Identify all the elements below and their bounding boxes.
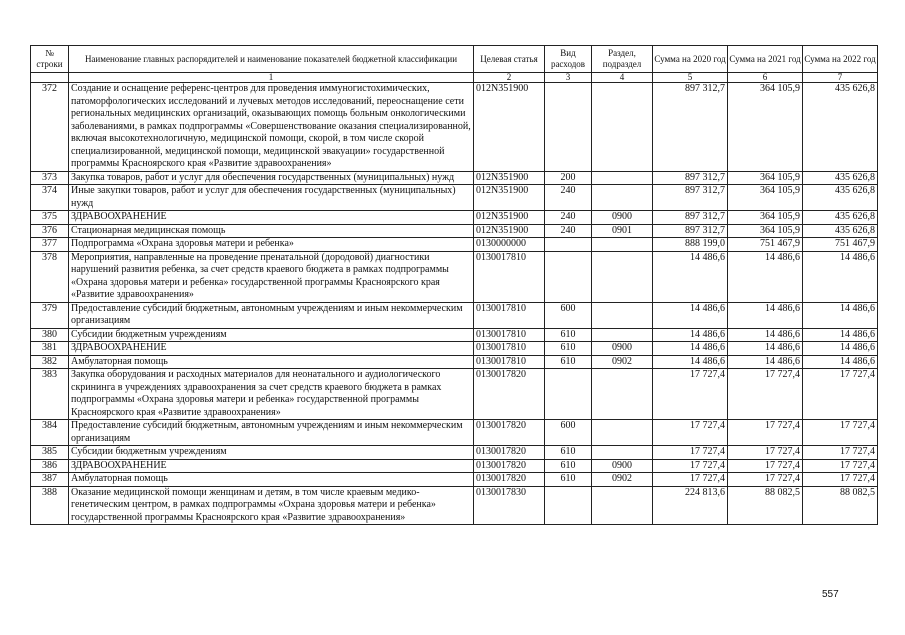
row-name: ЗДРАВООХРАНЕНИЕ <box>69 459 474 473</box>
row-expense-type: 240 <box>545 185 592 211</box>
row-expense-type <box>545 238 592 252</box>
row-expense-type: 610 <box>545 328 592 342</box>
row-name: Субсидии бюджетным учреждениям <box>69 446 474 460</box>
row-number: 388 <box>31 486 69 525</box>
row-sum-2020: 897 312,7 <box>653 211 728 225</box>
row-name: ЗДРАВООХРАНЕНИЕ <box>69 342 474 356</box>
header-expense-type: Вид расходов <box>545 46 592 73</box>
table-row <box>31 171 878 185</box>
row-section <box>592 238 653 252</box>
row-target-article: 0130017810 <box>474 302 545 328</box>
row-section <box>592 486 653 525</box>
row-sum-2020: 14 486,6 <box>653 251 728 302</box>
table-row <box>31 369 878 420</box>
row-target-article: 0130017820 <box>474 420 545 446</box>
row-expense-type: 240 <box>545 211 592 225</box>
header-section: Раздел, подраздел <box>592 46 653 73</box>
row-number: 383 <box>31 369 69 420</box>
row-section <box>592 83 653 172</box>
table-row <box>31 185 878 211</box>
column-number: 1 <box>69 73 474 83</box>
row-sum-2020: 897 312,7 <box>653 224 728 238</box>
row-sum-2022: 14 486,6 <box>803 251 878 302</box>
row-sum-2022: 435 626,8 <box>803 83 878 172</box>
row-target-article: 0130017810 <box>474 355 545 369</box>
row-number: 377 <box>31 238 69 252</box>
row-sum-2022: 14 486,6 <box>803 342 878 356</box>
row-sum-2021: 17 727,4 <box>728 446 803 460</box>
row-sum-2022: 17 727,4 <box>803 420 878 446</box>
row-number: 373 <box>31 171 69 185</box>
column-number: 5 <box>653 73 728 83</box>
row-name: Закупка товаров, работ и услуг для обеспечения государственных (муниципальных) нужд <box>69 171 474 185</box>
row-number: 384 <box>31 420 69 446</box>
row-target-article: 012N351900 <box>474 171 545 185</box>
row-sum-2022: 435 626,8 <box>803 211 878 225</box>
row-name: Иные закупки товаров, работ и услуг для обеспечения государственных (муниципальных) нужд <box>69 185 474 211</box>
table-body <box>31 83 878 525</box>
row-sum-2021: 17 727,4 <box>728 369 803 420</box>
row-sum-2021: 88 082,5 <box>728 486 803 525</box>
table-row <box>31 238 878 252</box>
row-sum-2020: 897 312,7 <box>653 83 728 172</box>
row-target-article: 0130017810 <box>474 251 545 302</box>
row-number: 374 <box>31 185 69 211</box>
row-expense-type <box>545 83 592 172</box>
row-expense-type: 610 <box>545 355 592 369</box>
row-name: Амбулаторная помощь <box>69 355 474 369</box>
row-section <box>592 328 653 342</box>
row-expense-type <box>545 251 592 302</box>
row-sum-2020: 14 486,6 <box>653 342 728 356</box>
header-sum-2020: Сумма на 2020 год <box>653 46 728 73</box>
row-name: Амбулаторная помощь <box>69 473 474 487</box>
table-row <box>31 342 878 356</box>
row-sum-2020: 17 727,4 <box>653 369 728 420</box>
row-section <box>592 369 653 420</box>
row-sum-2021: 17 727,4 <box>728 459 803 473</box>
row-sum-2022: 17 727,4 <box>803 473 878 487</box>
row-sum-2021: 14 486,6 <box>728 355 803 369</box>
row-sum-2022: 17 727,4 <box>803 369 878 420</box>
column-number-blank <box>31 73 69 83</box>
row-number: 381 <box>31 342 69 356</box>
table-row <box>31 355 878 369</box>
row-sum-2022: 88 082,5 <box>803 486 878 525</box>
row-target-article: 0130017820 <box>474 459 545 473</box>
row-target-article: 012N351900 <box>474 185 545 211</box>
row-name: Предоставление субсидий бюджетным, автономным учреждениям и иным некоммерческим организациям <box>69 420 474 446</box>
column-number-row <box>31 73 878 83</box>
row-sum-2021: 17 727,4 <box>728 420 803 446</box>
row-section <box>592 446 653 460</box>
row-sum-2021: 364 105,9 <box>728 211 803 225</box>
row-expense-type <box>545 486 592 525</box>
header-target-article: Целевая статья <box>474 46 545 73</box>
row-sum-2020: 17 727,4 <box>653 473 728 487</box>
row-target-article: 0130017820 <box>474 369 545 420</box>
budget-table <box>30 45 878 525</box>
row-name: ЗДРАВООХРАНЕНИЕ <box>69 211 474 225</box>
column-number: 7 <box>803 73 878 83</box>
row-number: 386 <box>31 459 69 473</box>
row-sum-2022: 435 626,8 <box>803 224 878 238</box>
row-name: Подпрограмма «Охрана здоровья матери и ребенка» <box>69 238 474 252</box>
row-sum-2021: 14 486,6 <box>728 342 803 356</box>
row-sum-2020: 224 813,6 <box>653 486 728 525</box>
row-expense-type: 610 <box>545 459 592 473</box>
row-expense-type: 600 <box>545 420 592 446</box>
row-sum-2022: 435 626,8 <box>803 171 878 185</box>
table-row <box>31 83 878 172</box>
row-number: 380 <box>31 328 69 342</box>
row-sum-2020: 897 312,7 <box>653 171 728 185</box>
row-target-article: 012N351900 <box>474 83 545 172</box>
row-sum-2020: 17 727,4 <box>653 459 728 473</box>
row-sum-2021: 364 105,9 <box>728 185 803 211</box>
header-name: Наименование главных распорядителей и наименование показателей бюджетной классификации <box>69 46 474 73</box>
row-target-article: 0130017810 <box>474 342 545 356</box>
row-sum-2020: 14 486,6 <box>653 302 728 328</box>
row-number: 372 <box>31 83 69 172</box>
row-number: 376 <box>31 224 69 238</box>
row-sum-2022: 14 486,6 <box>803 355 878 369</box>
column-number: 4 <box>592 73 653 83</box>
column-number: 6 <box>728 73 803 83</box>
row-sum-2022: 14 486,6 <box>803 302 878 328</box>
row-section <box>592 171 653 185</box>
column-number: 3 <box>545 73 592 83</box>
row-name: Субсидии бюджетным учреждениям <box>69 328 474 342</box>
row-sum-2020: 14 486,6 <box>653 328 728 342</box>
row-section: 0902 <box>592 473 653 487</box>
row-target-article: 0130000000 <box>474 238 545 252</box>
row-section: 0902 <box>592 355 653 369</box>
row-number: 387 <box>31 473 69 487</box>
table-row <box>31 251 878 302</box>
row-section: 0900 <box>592 342 653 356</box>
table-row <box>31 302 878 328</box>
header-sum-2022: Сумма на 2022 год <box>803 46 878 73</box>
header-row-number: № строки <box>31 46 69 73</box>
row-target-article: 0130017830 <box>474 486 545 525</box>
row-number: 379 <box>31 302 69 328</box>
row-sum-2021: 14 486,6 <box>728 328 803 342</box>
row-sum-2022: 17 727,4 <box>803 446 878 460</box>
row-sum-2020: 888 199,0 <box>653 238 728 252</box>
row-number: 385 <box>31 446 69 460</box>
row-sum-2022: 17 727,4 <box>803 459 878 473</box>
table-row <box>31 224 878 238</box>
row-number: 382 <box>31 355 69 369</box>
row-name: Предоставление субсидий бюджетным, автономным учреждениям и иным некоммерческим организациям <box>69 302 474 328</box>
header-row <box>31 46 878 73</box>
table-row <box>31 473 878 487</box>
table-row <box>31 486 878 525</box>
row-name: Мероприятия, направленные на проведение пренатальной (дородовой) диагностики нарушений развития ребенка, за счет средств краевого бюджета в рамках подпрограммы «Охрана здоровья матери и ребенка» государственной программы Красноярского края «Развитие здравоохранения» <box>69 251 474 302</box>
row-name: Создание и оснащение референс-центров для проведения иммуногистохимических, патоморфологических исследований и лучевых методов исследований, переоснащение сети региональных медицинских организаций, оказывающих помощь больным онкологическими заболеваниями, в рамках подпрограммы «Совершенствование оказания специализированной, включая высокотехнологичную, медицинской помощи, скорой, в том числе скорой специализированной, медицинской помощи, медицинской эвакуации» государственной программы Красноярского края «Развитие здравоохранения» <box>69 83 474 172</box>
table-row <box>31 328 878 342</box>
row-expense-type: 610 <box>545 446 592 460</box>
row-sum-2022: 751 467,9 <box>803 238 878 252</box>
header-sum-2021: Сумма на 2021 год <box>728 46 803 73</box>
row-sum-2020: 897 312,7 <box>653 185 728 211</box>
row-target-article: 0130017820 <box>474 473 545 487</box>
row-sum-2022: 14 486,6 <box>803 328 878 342</box>
row-section <box>592 185 653 211</box>
row-name: Стационарная медицинская помощь <box>69 224 474 238</box>
table-row <box>31 446 878 460</box>
row-sum-2021: 364 105,9 <box>728 83 803 172</box>
row-expense-type: 200 <box>545 171 592 185</box>
row-target-article: 0130017810 <box>474 328 545 342</box>
table-row <box>31 420 878 446</box>
table-row <box>31 211 878 225</box>
row-sum-2021: 17 727,4 <box>728 473 803 487</box>
column-number: 2 <box>474 73 545 83</box>
row-expense-type: 240 <box>545 224 592 238</box>
row-section <box>592 251 653 302</box>
page-number: 557 <box>822 589 839 600</box>
budget-sheet <box>30 45 878 525</box>
row-sum-2020: 17 727,4 <box>653 420 728 446</box>
row-sum-2020: 17 727,4 <box>653 446 728 460</box>
row-expense-type: 600 <box>545 302 592 328</box>
row-sum-2021: 364 105,9 <box>728 171 803 185</box>
row-target-article: 012N351900 <box>474 211 545 225</box>
row-sum-2021: 364 105,9 <box>728 224 803 238</box>
row-target-article: 012N351900 <box>474 224 545 238</box>
row-section: 0900 <box>592 459 653 473</box>
row-sum-2021: 14 486,6 <box>728 251 803 302</box>
row-expense-type: 610 <box>545 473 592 487</box>
row-sum-2022: 435 626,8 <box>803 185 878 211</box>
row-sum-2021: 751 467,9 <box>728 238 803 252</box>
row-sum-2020: 14 486,6 <box>653 355 728 369</box>
row-target-article: 0130017820 <box>474 446 545 460</box>
row-section: 0900 <box>592 211 653 225</box>
row-name: Закупка оборудования и расходных материалов для неонатального и аудиологического скрининга в учреждениях здравоохранения за счет средств краевого бюджета в рамках подпрограммы «Охрана здоровья матери и ребенка» государственной программы Красноярского края «Развитие здравоохранения» <box>69 369 474 420</box>
table-row <box>31 459 878 473</box>
row-section <box>592 302 653 328</box>
row-section: 0901 <box>592 224 653 238</box>
row-expense-type <box>545 369 592 420</box>
row-number: 378 <box>31 251 69 302</box>
row-section <box>592 420 653 446</box>
row-name: Оказание медицинской помощи женщинам и детям, в том числе краевым медико-генетическим центром, в рамках подпрограммы «Охрана здоровья матери и ребенка» государственной программы Красноярского края «Развитие здравоохранения» <box>69 486 474 525</box>
row-number: 375 <box>31 211 69 225</box>
row-expense-type: 610 <box>545 342 592 356</box>
row-sum-2021: 14 486,6 <box>728 302 803 328</box>
